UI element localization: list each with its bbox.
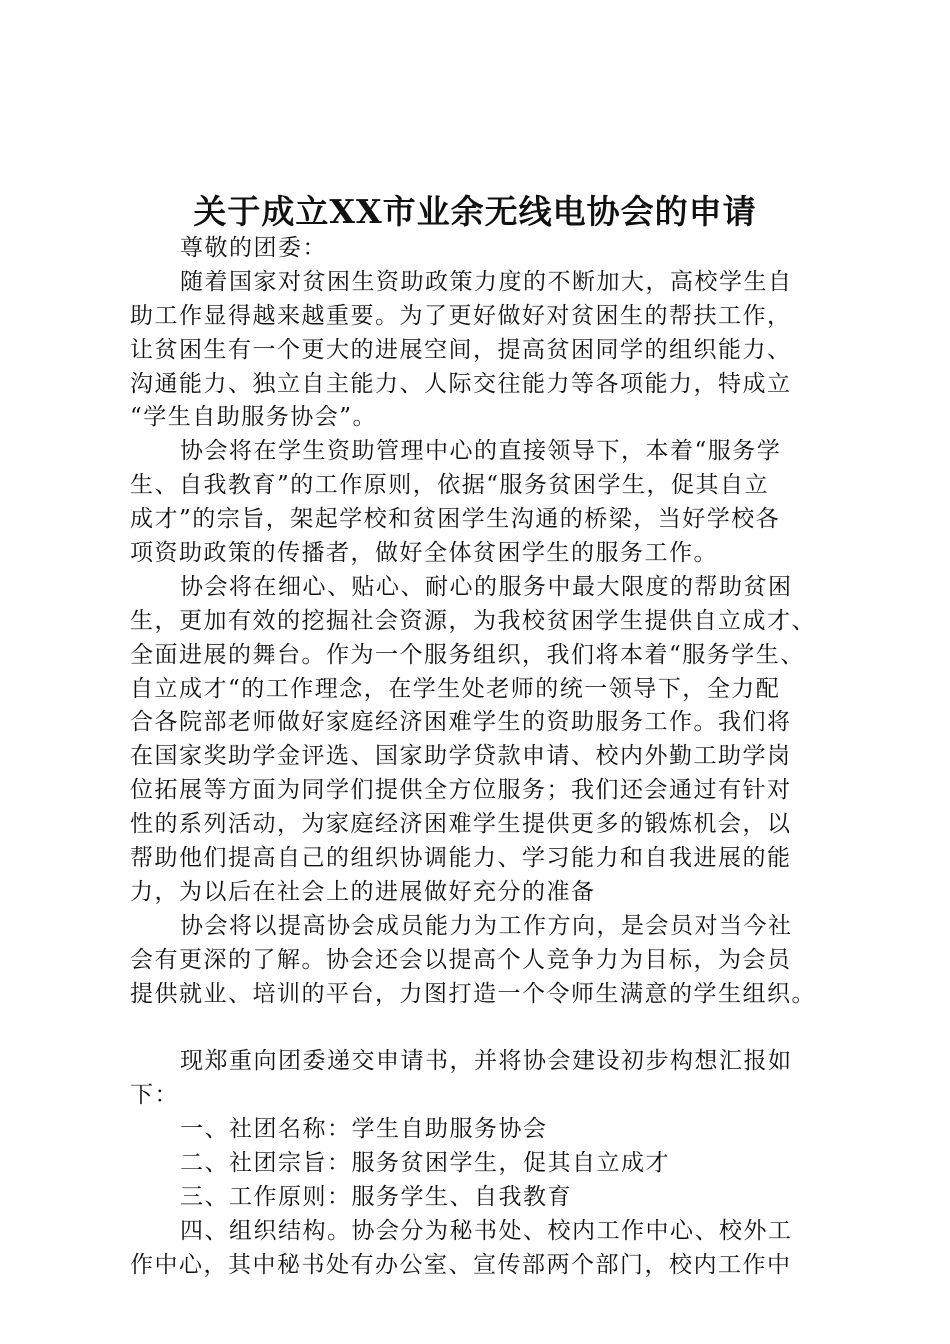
text-line: 协会将在学生资助管理中心的直接领导下，本着“服务学 <box>180 438 782 465</box>
text-line: 在国家奖助学金评选、国家助学贷款申请、校内外勤工助学岗 <box>130 743 792 770</box>
text-line: 现郑重向团委递交申请书，并将协会建设初步构想汇报如 <box>180 1048 793 1075</box>
text-line: 合各院部老师做好家庭经济困难学生的资助服务工作。我们将 <box>130 709 792 736</box>
list-item: 三、工作原则：服务学生、自我教育 <box>180 1183 572 1210</box>
text-line: 随着国家对贫困生资助政策力度的不断加大，高校学生自 <box>180 268 793 295</box>
text-line: 提供就业、培训的平台，力图打造一个令师生满意的学生组织。 <box>130 980 816 1007</box>
text-line: 成才”的宗旨，架起学校和贫困学生沟通的桥梁，当好学校各 <box>130 506 781 533</box>
text-line: 让贫困生有一个更大的进展空间，提高贫困同学的组织能力、 <box>130 336 792 363</box>
list-item: 四、组织结构。协会分为秘书处、校内工作中心、校外工 <box>180 1217 793 1244</box>
text-line: 全面进展的舞台。作为一个服务组织，我们将本着“服务学生、 <box>130 641 805 668</box>
document-body <box>130 232 850 1283</box>
text-line: 项资助政策的传播者，做好全体贫困学生的服务工作。 <box>130 540 718 567</box>
list-item: 二、社团宗旨：服务贫困学生，促其自立成才 <box>180 1150 670 1177</box>
text-line: 会有更深的了解。协会还会以提高个人竞争力为目标，为会员 <box>130 946 792 973</box>
text-line: 协会将以提高协会成员能力为工作方向，是会员对当今社 <box>180 912 793 939</box>
text-line: “学生自助服务协会”。 <box>130 404 378 431</box>
text-line: 助工作显得越来越重要。为了更好做好对贫困生的帮扶工作， <box>130 302 792 329</box>
text-line: 沟通能力、独立自主能力、人际交往能力等各项能力，特成立 <box>130 370 792 397</box>
text-line: 协会将在细心、贴心、耐心的服务中最大限度的帮助贫困 <box>180 573 793 600</box>
text-line: 性的系列活动，为家庭经济困难学生提供更多的锻炼机会，以 <box>130 811 792 838</box>
text-line: 生，更加有效的挖掘社会资源，为我校贫困学生提供自立成才、 <box>130 607 816 634</box>
text-line: 帮助他们提高自己的组织协调能力、学习能力和自我进展的能 <box>130 845 792 872</box>
list-item: 一、社团名称：学生自助服务协会 <box>180 1116 548 1143</box>
text-line: 自立成才“的工作理念，在学生处老师的统一领导下，全力配 <box>130 675 781 702</box>
text-line: 力，为以后在社会上的进展做好充分的准备 <box>130 878 596 905</box>
text-line: 下： <box>130 1082 179 1109</box>
salutation: 尊敬的团委： <box>180 235 327 261</box>
text-line: 作中心，其中秘书处有办公室、宣传部两个部门，校内工作中 <box>130 1251 792 1278</box>
text-line: 生、自我教育”的工作原则，依据“服务贫困学生，促其自立 <box>130 472 770 499</box>
document-title: 关于成立XX市业余无线电协会的申请 <box>193 192 757 231</box>
blank-line <box>130 1011 850 1045</box>
text-line: 位拓展等方面为同学们提供全方位服务；我们还会通过有针对 <box>130 777 792 804</box>
